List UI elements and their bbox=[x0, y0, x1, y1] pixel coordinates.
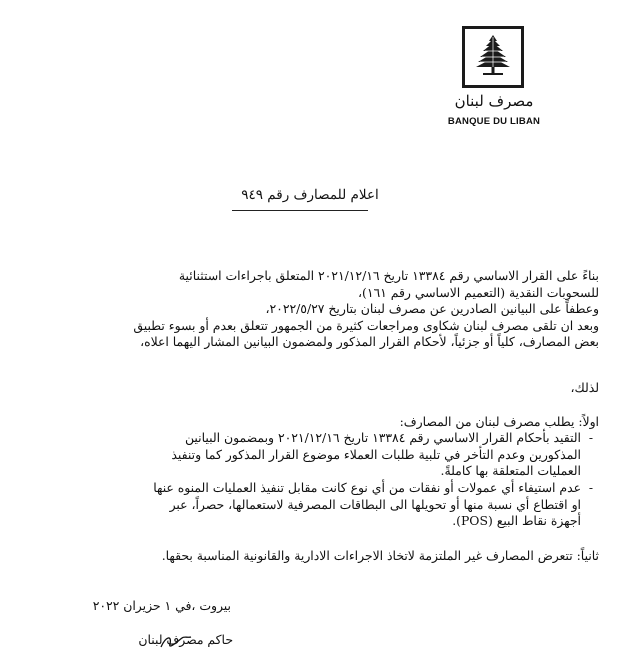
first-item-2 bbox=[153, 480, 581, 530]
preamble-line: للسحوبات النقدية (التعميم الاساسي رقم ١٦١)، bbox=[358, 284, 599, 300]
list-dash: - bbox=[588, 480, 593, 495]
item-line: التقيد بأحكام القرار الاساسي رقم ١٣٣٨٤ تاريخ ٢٠٢١/١٢/١٦ وبمضمون البيانين bbox=[184, 430, 581, 445]
cedar-emblem bbox=[462, 26, 524, 88]
signature-mark-icon bbox=[158, 632, 194, 652]
logo-arabic-name: مصرف لبنان bbox=[454, 92, 534, 110]
signatory: حاكم مصرف لبنان bbox=[138, 632, 233, 647]
first-item-1 bbox=[171, 430, 581, 480]
therefore-label: لذلك، bbox=[570, 380, 599, 395]
item-line: أجهزة نقاط البيع (POS). bbox=[452, 513, 581, 528]
item-line: او اقتطاع أي نسبة منها أو تحويلها الى البطاقات المصرفية لاستعمالها، حصراً، عبر bbox=[169, 496, 581, 512]
list-dash: - bbox=[588, 430, 593, 445]
preamble-line: بناءً على القرار الاساسي رقم ١٣٣٨٤ تاريخ ٢٠٢١/١٢/١٦ المتعلق باجراءات استثنائية bbox=[178, 268, 599, 283]
logo-french-name: BANQUE DU LIBAN bbox=[447, 116, 541, 127]
preamble-line: وعطفاً على البيانين الصادرين عن مصرف لبنان بتاريخ ٢٠٢٢/٥/٢٧، bbox=[265, 301, 599, 316]
preamble-line: وبعد ان تلقى مصرف لبنان شكاوى ومراجعات كثيرة من الجمهور تتعلق بعدم أو بسوء تطبيق bbox=[133, 317, 599, 333]
preamble bbox=[133, 268, 599, 351]
document-title: اعلام للمصارف رقم ٩٤٩ bbox=[241, 187, 379, 203]
item-line: المذكورين وعدم التأخر في تلبية طلبات العملاء موضوع القرار المذكور كما وتنفيذ bbox=[171, 446, 581, 462]
second-clause: ثانياً: تتعرض المصارف غير الملتزمة لاتخاذ الاجراءات الادارية والقانونية المناسبة بحقها. bbox=[161, 548, 599, 563]
title-underline bbox=[232, 210, 368, 211]
item-line: عدم استيفاء أي عمولات أو نفقات من أي نوع كانت مقابل تنفيذ العمليات المنوه عنها bbox=[153, 480, 581, 495]
place-date: بيروت ،في ١ حزيران ٢٠٢٢ bbox=[92, 598, 231, 613]
item-line: العمليات المتعلقة بها كاملةً. bbox=[440, 463, 581, 478]
preamble-line: بعض المصارف، كلياً أو جزئياً، لأحكام القرار المذكور ولمضمون البيانين المشار اليهما اعلاه، bbox=[140, 334, 599, 349]
first-heading: اولاً: يطلب مصرف لبنان من المصارف: bbox=[399, 414, 599, 429]
cedar-icon bbox=[465, 29, 521, 85]
